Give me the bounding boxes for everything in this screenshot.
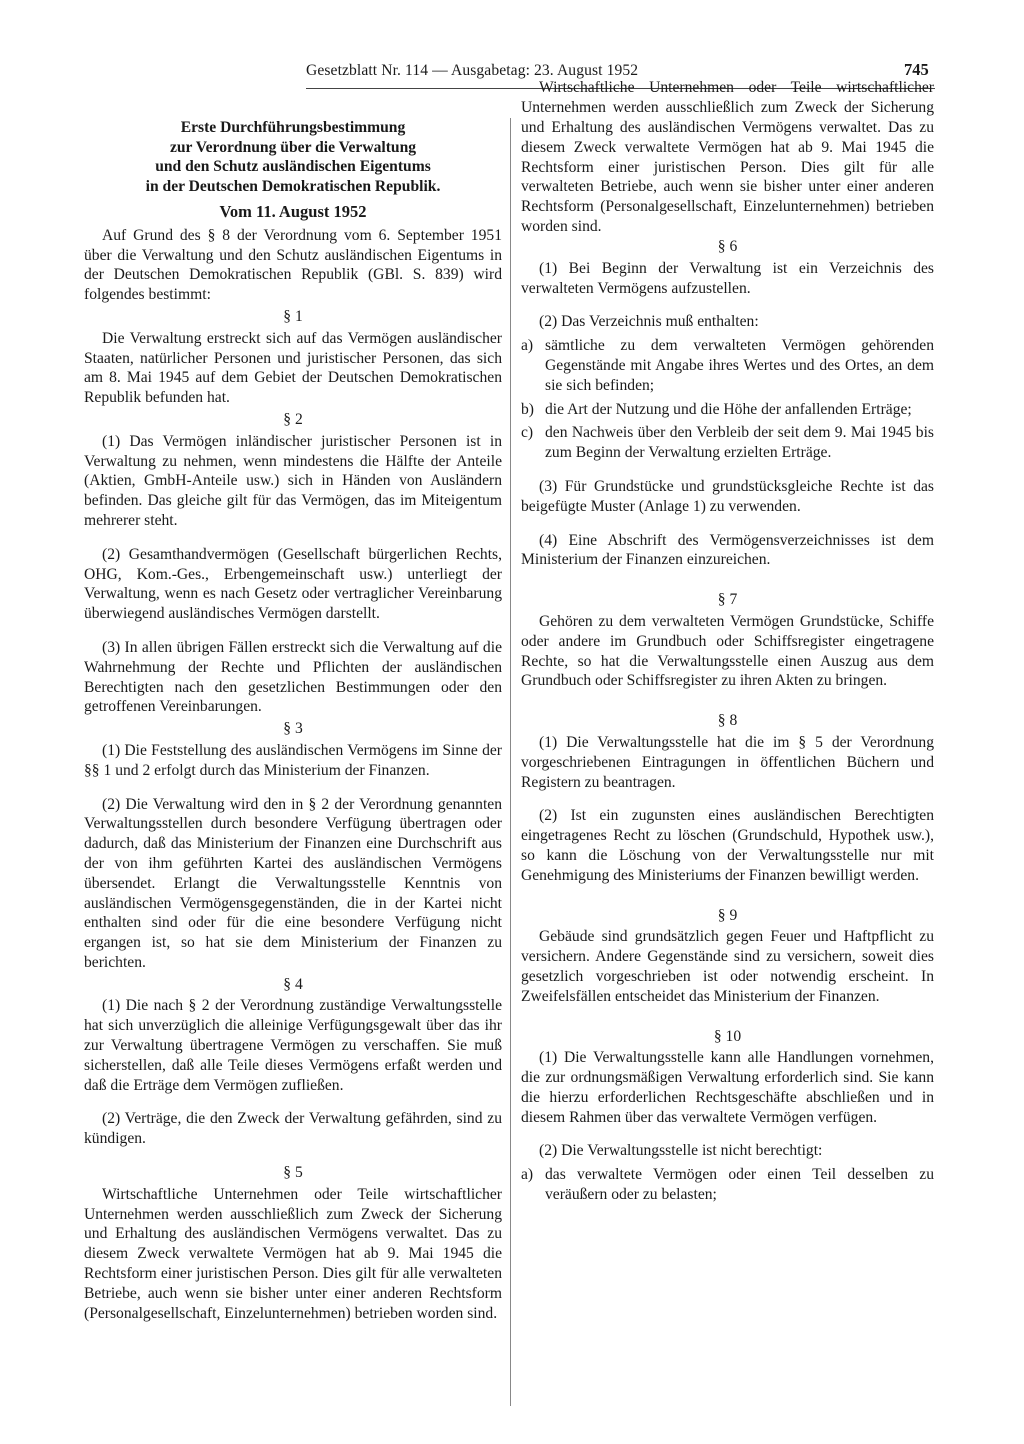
title-line: in der Deutschen Demokratischen Republik. — [145, 177, 441, 195]
list-item — [521, 336, 934, 395]
page-number: 745 — [904, 60, 929, 79]
document-date: Vom 11. August 1952 — [219, 202, 367, 221]
section-paragraph: (2) Gesamthandvermögen (Gesellschaft bürgerlichen Rechts, OHG, Kom.-Ges., Erbengemeinschaft usw.) unterliegt der Verwaltung, wenn es nach Gesetz oder vertraglicher Vereinbarung überwiegend ausländisches Vermögen darstellt. — [84, 545, 502, 623]
list-item-label: c) — [521, 424, 534, 442]
section-paragraph: (2) Das Verzeichnis muß enthalten: — [539, 313, 759, 331]
section-paragraph: (3) Für Grundstücke und grundstücksgleiche Rechte ist das beigefügte Muster (Anlage 1) zu verwenden. — [521, 477, 934, 515]
section-5-continuation: Wirtschaftliche Unternehmen oder Teile wirtschaftlicher Unternehmen werden ausschließlich zum Zweck der Sicherung und Erhaltung des ausländischen Vermögens verwaltet. Das zu diesem Zweck verwaltete Vermögen hat ab 9. Mai 1945 die Rechtsform einer juristischen Person. Dies gilt für alle verwalteten Betriebe, auch wenn sie bisher unter einer anderen Rechtsform (Personalgesellschaft, Einzelunternehmen) betrieben worden sind. — [521, 79, 934, 235]
list-item-text: sämtliche zu dem verwalteten Vermögen gehörenden Gegenstände mit Angabe ihres Wertes und des Ortes, an dem sie sich befinden; — [545, 337, 934, 394]
section-paragraph: Gehören zu dem verwalteten Vermögen Grundstücke, Schiffe oder andere im Grundbuch oder Schiffsregister eingetragene Rechte, so hat die Verwaltungsstelle einen Auszug aus dem Grundbuch oder Schiffsregister zu ihren Akten zu bringen. — [521, 612, 934, 690]
section-heading: § 1 — [283, 307, 303, 325]
list-item-label: a) — [521, 337, 534, 355]
list-item-text: die Art der Nutzung und die Höhe der anfallenden Erträge; — [545, 400, 912, 418]
list-item-label: b) — [521, 400, 534, 418]
section-paragraph: (3) In allen übrigen Fällen erstreckt sich die Verwaltung auf die Wahrnehmung der Rechte und Pflichten der ausländischen Berechtigten nach den gesetzlichen Bestimmungen oder den getroffenen Vereinbarungen. — [84, 638, 502, 716]
left-column — [84, 118, 502, 1322]
list-item-text: den Nachweis über den Verbleib der seit dem 9. Mai 1945 bis zum Beginn der Verwaltung erzielten Erträge. — [545, 424, 934, 462]
section-heading: § 3 — [283, 720, 303, 738]
list-item — [521, 423, 934, 463]
section-paragraph: (1) Bei Beginn der Verwaltung ist ein Verzeichnis des verwalteten Vermögens aufzustellen. — [521, 259, 934, 297]
section-paragraph: (2) Die Verwaltungsstelle ist nicht berechtigt: — [539, 1142, 823, 1160]
section-paragraph: Die Verwaltung erstreckt sich auf das Vermögen ausländischer Staaten, natürlicher Personen und juristischer Personen, das sich am 8. Mai 1945 auf dem Gebiet der Deutschen Demokratischen Republik befunden hat. — [84, 329, 502, 407]
section-paragraph: (1) Das Vermögen inländischer juristischer Personen ist in Verwaltung zu nehmen, wenn mindestens die Hälfte der Anteile (Aktien, GmbH-Anteile usw.) sich in Händen von Ausländern befinden. Das gleiche gilt für das Vermögen, das im Miteigentum mehrerer steht. — [84, 432, 502, 529]
section-paragraph: (1) Die Verwaltungsstelle kann alle Handlungen vornehmen, die zur ordnungsmäßigen Verwaltung erforderlich sind. Sie kann die hierzu erforderlichen Rechtsgeschäfte abschließen und in diesem Rahmen über das verwaltete Vermögen verfügen. — [521, 1049, 934, 1126]
section-heading: § 2 — [283, 410, 303, 428]
running-header: Gesetzblatt Nr. 114 — Ausgabetag: 23. August 1952 — [306, 62, 639, 79]
section-paragraph: (2) Ist ein zugunsten eines ausländischen Berechtigten eingetragenes Recht zu löschen (Grundschuld, Hypothek usw.), so kann die Löschung von der Verwaltungsstelle nur mit Genehmigung des Ministeriums der Finanzen bewilligt werden. — [521, 807, 934, 884]
section-paragraph: (1) Die Verwaltungsstelle hat die im § 5 der Verordnung vorgeschriebenen Eintragungen in öffentlichen Büchern und Registern zu beantragen. — [521, 733, 934, 791]
preamble: Auf Grund des § 8 der Verordnung vom 6. September 1951 über die Verwaltung und den Schutz ausländischen Eigentums in der Deutschen Demokratischen Republik (GBl. S. 839) wird folgendes bestimmt: — [84, 226, 502, 304]
section-paragraph: (4) Eine Abschrift des Vermögensverzeichnisses ist dem Ministerium der Finanzen einzureichen. — [521, 531, 934, 569]
section-heading: § 4 — [283, 975, 303, 993]
section-heading: § 7 — [717, 591, 738, 609]
section-paragraph: (1) Die Feststellung des ausländischen Vermögens im Sinne der §§ 1 und 2 erfolgt durch das Ministerium der Finanzen. — [84, 741, 502, 779]
title-line: und den Schutz ausländischen Eigentums — [155, 158, 431, 175]
list-item-label: a) — [521, 1166, 534, 1184]
section-paragraph: (2) Die Verwaltung wird den in § 2 der Verordnung genannten Verwaltungsstellen durch besondere Verfügung übertragen oder dadurch, daß das Ministerium der Finanzen eine Durchschrift aus der von ihm geführten Kartei des ausländischen Vermögens übersendet. Erlangt die Verwaltungsstelle Kenntnis von ausländischen Vermögensgegenständen, die in der Kartei nicht enthalten sind oder für die eine besondere Verfügung nicht ergangen ist, so hat sie dem Ministerium der Finanzen zu berichten. — [84, 795, 502, 971]
list-item-text: das verwaltete Vermögen oder einen Teil desselben zu veräußern oder zu belasten; — [545, 1166, 934, 1204]
list-item — [521, 1165, 934, 1205]
section-heading: § 5 — [283, 1164, 303, 1182]
list-item — [521, 400, 934, 420]
document-title — [84, 118, 502, 196]
section-heading: § 9 — [717, 906, 738, 924]
section-heading: § 8 — [717, 712, 738, 730]
section-paragraph: Wirtschaftliche Unternehmen oder Teile wirtschaftlicher Unternehmen werden ausschließlich zum Zweck der Sicherung und Erhaltung des ausländischen Vermögens verwaltet. Das zu diesem Zweck verwaltete Vermögen hat ab 9. Mai 1945 die Rechtsform einer juristischen Person. Dies gilt für alle verwalteten Betriebe, auch wenn sie bisher unter einer anderen Rechtsform (Personalgesellschaft, Einzelunternehmen) betrieben worden sind. — [84, 1185, 502, 1322]
title-line: Erste Durchführungsbestimmung — [180, 119, 406, 136]
section-paragraph: Gebäude sind grundsätzlich gegen Feuer und Haftpflicht zu versichern. Andere Gegenstände sind zu versichern, soweit dies gesetzlich vorgeschrieben ist oder notwendig erscheint. In Zweifelsfällen entscheidet das Ministerium der Finanzen. — [521, 928, 934, 1005]
column-divider — [510, 118, 511, 1406]
section-heading: § 6 — [717, 238, 738, 255]
right-column — [521, 79, 934, 1205]
section-paragraph-continued — [521, 78, 934, 235]
title-line: zur Verordnung über die Verwaltung — [169, 138, 417, 156]
section-paragraph: (2) Verträge, die den Zweck der Verwaltung gefährden, sind zu kündigen. — [84, 1110, 502, 1148]
section-paragraph: (1) Die nach § 2 der Verordnung zuständige Verwaltungsstelle hat sich unverzüglich die alleinige Verfügungsgewalt über das ihr zur Verwaltung übertragene Vermögen zu verschaffen. Sie muß sicherstellen, daß alle Teile dieses Vermögens erfaßt werden und daß die Erträge dem Vermögen zufließen. — [84, 997, 502, 1094]
section-heading: § 10 — [713, 1027, 742, 1045]
